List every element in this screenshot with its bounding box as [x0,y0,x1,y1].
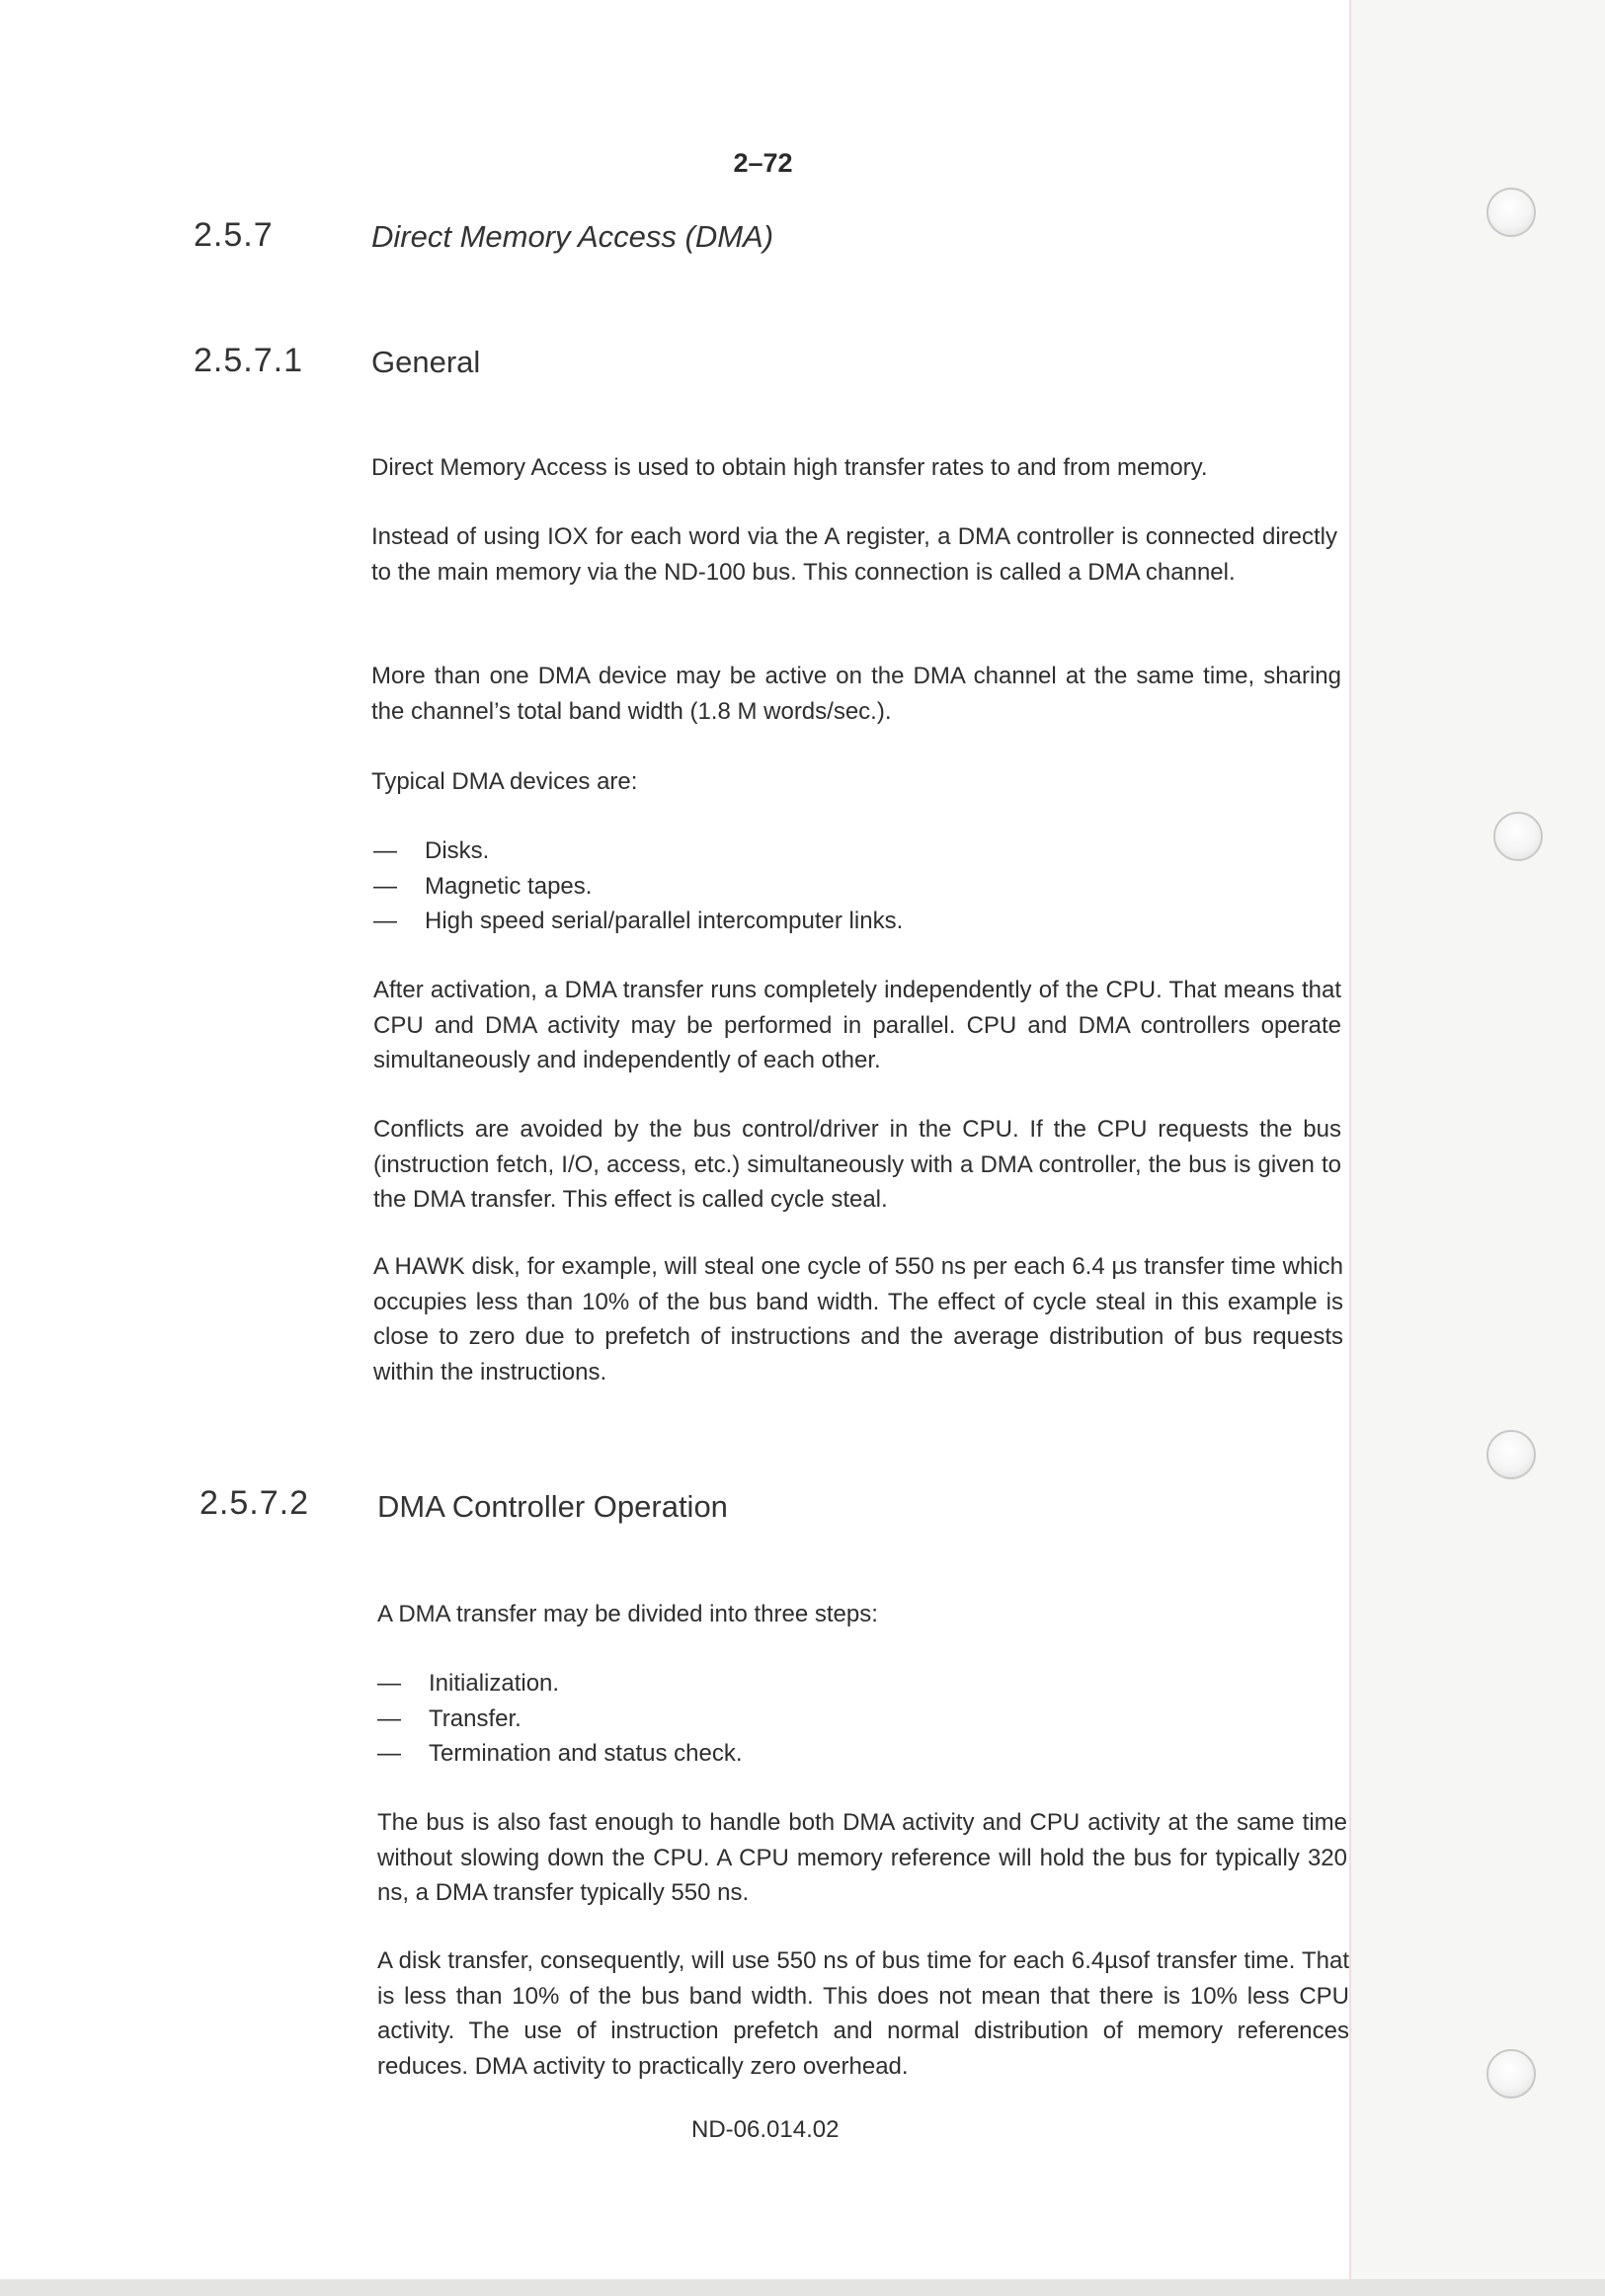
section-title-general: General [371,345,481,379]
list-item-text: Transfer. [429,1704,522,1732]
document-code: ND-06.014.02 [691,2116,840,2143]
list-item [373,833,1262,869]
list-dash: — [373,872,397,900]
list-item-text: Magnetic tapes. [425,872,593,900]
list-dash: — [373,908,397,934]
paragraph: Direct Memory Access is used to obtain high transfer rates to and from memory. [371,454,1208,481]
list-item [377,1736,1266,1772]
list-item-text: High speed serial/parallel intercomputer links. [425,908,904,934]
list-dash: — [377,1670,401,1697]
section-number-2-5-7-2: 2.5.7.2 [200,1484,309,1522]
list-dash: — [373,837,397,864]
scan-bottom-edge [0,2279,1605,2296]
paragraph: A HAWK disk, for example, will steal one cycle of 550 ns per each 6.4 µs transfer time which occupies less than 10% of the bus band width. The effect of cycle steal in this example is close to zero due to prefetch of instructions and the average distribution of bus requests within the instructions. [373,1253,1343,1386]
paragraph: The bus is also fast enough to handle both DMA activity and CPU activity at the same time without slowing down the CPU. A CPU memory reference will hold the bus for typically 320 ns, a DMA transfer typically 550 ns. [377,1809,1347,1906]
list-item-text: Termination and status check. [429,1740,743,1767]
binder-hole-1 [1486,188,1536,237]
binder-hole-4 [1486,2049,1536,2098]
paragraph: More than one DMA device may be active on the DMA channel at the same time, sharing the channel’s total band width (1.8 M words/sec.). [371,663,1341,725]
dma-steps-list [377,1666,1266,1772]
list-item-text: Disks. [425,837,490,864]
list-dash: — [377,1740,401,1767]
list-item [373,869,1262,905]
list-dash: — [377,1704,401,1732]
binder-hole-3 [1486,1430,1536,1479]
section-title-dma-controller-operation: DMA Controller Operation [377,1489,728,1524]
list-item [377,1702,1266,1737]
paragraph: After activation, a DMA transfer runs completely independently of the CPU. That means that CPU and DMA activity may be performed in parallel. CPU and DMA controllers operate simultaneously and independently of each other. [373,977,1341,1073]
dma-device-list [373,833,1262,939]
page-edge [1349,0,1605,2296]
list-item [373,904,1262,939]
binder-hole-2 [1493,812,1543,861]
list-item-text: Initialization. [429,1670,560,1697]
paragraph: A disk transfer, consequently, will use 550 ns of bus time for each 6.4µsof transfer time. That is less than 10% of the bus band width. This does not mean that there is 10% less CPU activity. The use of instruction prefetch and normal distribution of memory references reduces. DMA activity to practically zero overhead. [377,1947,1349,2080]
paragraph: Typical DMA devices are: [371,768,638,795]
paragraph: Conflicts are avoided by the bus control/driver in the CPU. If the CPU requests the bus (instruction fetch, I/O, access, etc.) simultaneously with a DMA controller, the bus is given to the DMA transfer. This effect is called cycle steal. [373,1116,1341,1213]
section-number-2-5-7: 2.5.7 [194,216,274,254]
page-number: 2–72 [733,148,793,178]
list-item [377,1666,1266,1702]
paragraph: Instead of using IOX for each word via the A register, a DMA controller is connected directly to the main memory via the ND-100 bus. This connection is called a DMA channel. [371,523,1337,586]
paragraph: A DMA transfer may be divided into three steps: [377,1601,878,1627]
section-number-2-5-7-1: 2.5.7.1 [194,342,303,379]
section-title-dma: Direct Memory Access (DMA) [371,219,774,254]
